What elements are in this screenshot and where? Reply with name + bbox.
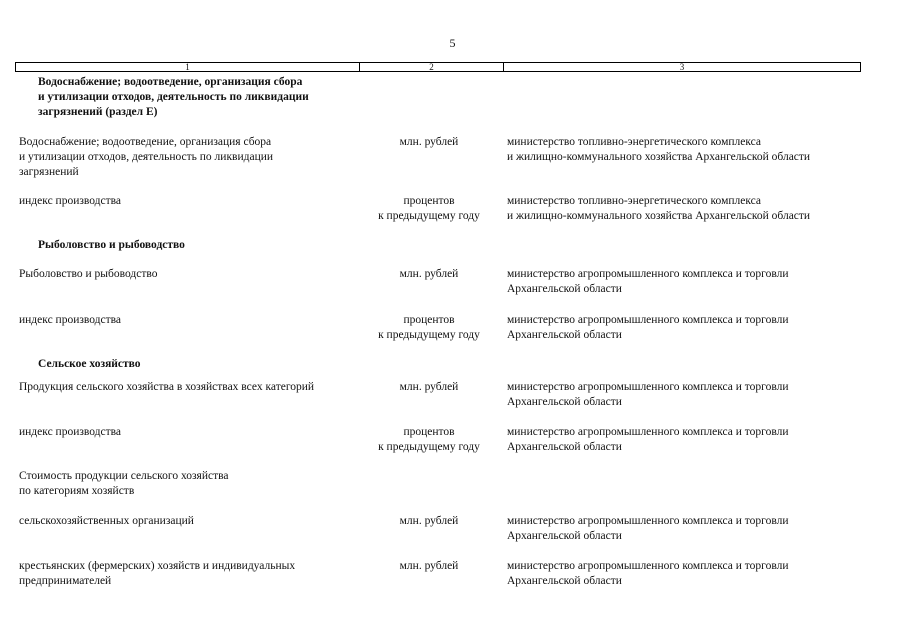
unit-line: к предыдущему году bbox=[378, 441, 480, 453]
unit-cell bbox=[359, 313, 499, 343]
indicator-name bbox=[19, 559, 295, 589]
unit-cell bbox=[359, 425, 499, 455]
responsible-cell bbox=[507, 380, 789, 410]
responsible-line: Архангельской области bbox=[507, 530, 622, 542]
responsible-line: Архангельской области bbox=[507, 575, 622, 587]
responsible-cell bbox=[507, 514, 789, 544]
unit-line: млн. рублей bbox=[399, 381, 459, 393]
unit-line: процентов bbox=[403, 195, 455, 207]
indicator-line: индекс производства bbox=[19, 314, 122, 326]
page-number: 5 bbox=[449, 36, 456, 50]
section-heading-agriculture bbox=[38, 357, 141, 372]
responsible-line: министерство агропромышленного комплекса и торговли bbox=[507, 515, 789, 527]
responsible-line: министерство агропромышленного комплекса и торговли bbox=[507, 560, 789, 572]
indicator-line: загрязнений bbox=[19, 166, 79, 178]
header-col-2: 2 bbox=[359, 63, 503, 71]
responsible-cell bbox=[507, 559, 789, 589]
indicator-name bbox=[19, 313, 121, 328]
unit-line: процентов bbox=[403, 314, 455, 326]
responsible-line: министерство топливно-энергетического комплекса bbox=[507, 195, 762, 207]
indicator-line: индекс производства bbox=[19, 426, 122, 438]
responsible-line: Архангельской области bbox=[507, 283, 622, 295]
responsible-line: Архангельской области bbox=[507, 441, 622, 453]
heading-line: загрязнений (раздел E) bbox=[38, 106, 158, 118]
responsible-cell bbox=[507, 425, 789, 455]
responsible-line: Архангельской области bbox=[507, 396, 622, 408]
heading-line: Водоснабжение; водоотведение, организация сбора bbox=[38, 76, 303, 88]
indicator-line: Продукция сельского хозяйства в хозяйствах всех категорий bbox=[19, 381, 315, 393]
indicator-name bbox=[19, 380, 314, 395]
heading-line: Рыболовство и рыбоводство bbox=[38, 239, 185, 251]
indicator-line: предпринимателей bbox=[19, 575, 112, 587]
unit-cell bbox=[359, 267, 499, 282]
responsible-cell bbox=[507, 194, 810, 224]
unit-line: к предыдущему году bbox=[378, 210, 480, 222]
indicator-name bbox=[19, 194, 121, 209]
responsible-line: министерство топливно-энергетического комплекса bbox=[507, 136, 762, 148]
responsible-line: и жилищно-коммунального хозяйства Архангельской области bbox=[507, 210, 811, 222]
indicator-line: сельскохозяйственных организаций bbox=[19, 515, 194, 527]
indicator-name bbox=[19, 267, 158, 282]
indicator-line: и утилизации отходов, деятельность по ликвидации bbox=[19, 151, 274, 163]
unit-line: млн. рублей bbox=[399, 515, 459, 527]
section-heading-water bbox=[38, 75, 309, 120]
indicator-line: Стоимость продукции сельского хозяйства bbox=[19, 470, 229, 482]
heading-line: Сельское хозяйство bbox=[38, 358, 141, 370]
unit-line: млн. рублей bbox=[399, 268, 459, 280]
responsible-line: министерство агропромышленного комплекса и торговли bbox=[507, 381, 789, 393]
unit-line: млн. рублей bbox=[399, 136, 459, 148]
responsible-cell bbox=[507, 135, 810, 165]
indicator-name bbox=[19, 514, 194, 529]
indicator-line: Рыболовство и рыбоводство bbox=[19, 268, 158, 280]
indicator-line: Водоснабжение; водоотведение, организация сбора bbox=[19, 136, 272, 148]
header-col-3: 3 bbox=[503, 63, 860, 71]
unit-cell bbox=[359, 135, 499, 150]
responsible-cell bbox=[507, 267, 789, 297]
table-header bbox=[15, 62, 861, 72]
responsible-line: министерство агропромышленного комплекса и торговли bbox=[507, 268, 789, 280]
responsible-line: Архангельской области bbox=[507, 329, 622, 341]
indicator-line: индекс производства bbox=[19, 195, 122, 207]
unit-cell bbox=[359, 514, 499, 529]
indicator-line: по категориям хозяйств bbox=[19, 485, 135, 497]
responsible-line: министерство агропромышленного комплекса и торговли bbox=[507, 314, 789, 326]
indicator-name bbox=[19, 469, 229, 499]
indicator-line: крестьянских (фермерских) хозяйств и индивидуальных bbox=[19, 560, 296, 572]
indicator-name bbox=[19, 135, 273, 180]
section-heading-fishing bbox=[38, 238, 185, 253]
unit-line: к предыдущему году bbox=[378, 329, 480, 341]
header-col-1: 1 bbox=[185, 62, 190, 72]
responsible-line: и жилищно-коммунального хозяйства Архангельской области bbox=[507, 151, 811, 163]
unit-line: млн. рублей bbox=[399, 560, 459, 572]
responsible-line: министерство агропромышленного комплекса и торговли bbox=[507, 426, 789, 438]
unit-line: процентов bbox=[403, 426, 455, 438]
heading-line: и утилизации отходов, деятельность по ликвидации bbox=[38, 91, 309, 103]
unit-cell bbox=[359, 559, 499, 574]
unit-cell bbox=[359, 380, 499, 395]
indicator-name bbox=[19, 425, 121, 440]
unit-cell bbox=[359, 194, 499, 224]
responsible-cell bbox=[507, 313, 789, 343]
